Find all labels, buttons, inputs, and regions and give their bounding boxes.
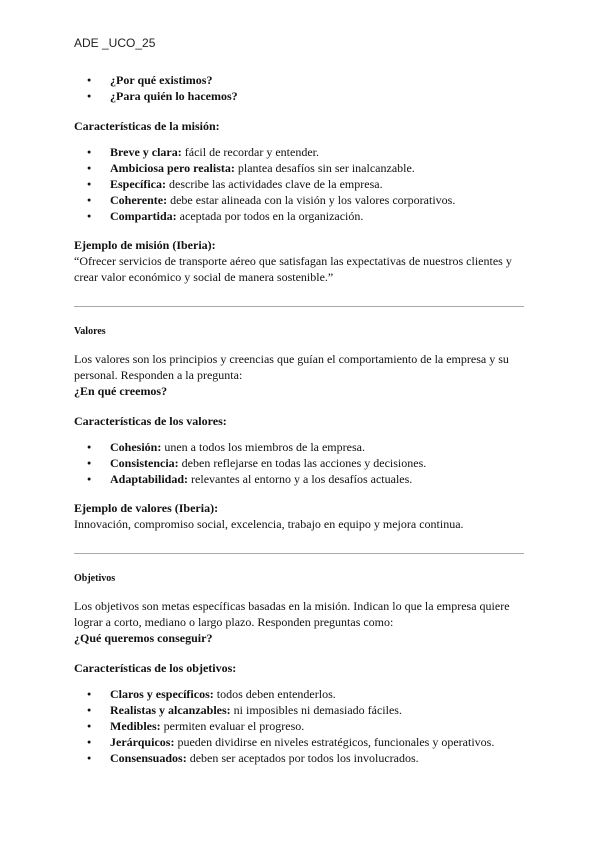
- mision-characteristics-title: Características de la misión:: [74, 119, 220, 133]
- item-desc: todos deben entenderlos.: [213, 687, 336, 701]
- item-term: Consensuados:: [110, 751, 187, 765]
- list-item: [74, 192, 524, 208]
- mision-example-line: crear valor económico y social de manera sostenible.”: [74, 270, 334, 284]
- item-term: Cohesión:: [110, 440, 162, 454]
- valores-question: ¿En qué creemos?: [74, 384, 168, 398]
- list-item: [74, 144, 524, 160]
- item-desc: fácil de recordar y entender.: [181, 145, 320, 159]
- question-list: [74, 72, 524, 104]
- objetivos-heading: Objetivos: [74, 573, 116, 584]
- objetivos-characteristics-title: Características de los objetivos:: [74, 661, 237, 675]
- valores-characteristics-title: Características de los valores:: [74, 414, 227, 428]
- item-desc: debe estar alineada con la visión y los valores corporativos.: [167, 193, 456, 207]
- list-item: [74, 734, 524, 750]
- valores-intro: [74, 351, 534, 399]
- valores-intro-line: personal. Responden a la pregunta:: [74, 368, 243, 382]
- valores-example-line: Innovación, compromiso social, excelencia, trabajo en equipo y mejora continua.: [74, 517, 464, 531]
- item-term: Medibles:: [110, 719, 161, 733]
- list-item: [74, 439, 524, 455]
- valores-heading: Valores: [74, 326, 106, 337]
- item-desc: unen a todos los miembros de la empresa.: [161, 440, 365, 454]
- list-item: [74, 471, 524, 487]
- objetivos-characteristics-list: [74, 686, 524, 766]
- list-item: [74, 702, 524, 718]
- item-term: Realistas y alcanzables:: [110, 703, 231, 717]
- list-item: [74, 160, 524, 176]
- item-term: Consistencia:: [110, 456, 179, 470]
- item-desc: pueden dividirse en niveles estratégicos, funcionales y operativos.: [174, 735, 495, 749]
- mision-example-line: “Ofrecer servicios de transporte aéreo que satisfagan las expectativas de nuestros clientes y: [74, 254, 512, 268]
- list-item: [74, 718, 524, 734]
- divider: [74, 553, 524, 554]
- item-desc: describe las actividades clave de la empresa.: [166, 177, 383, 191]
- item-desc: deben ser aceptados por todos los involucrados.: [186, 751, 419, 765]
- list-item: [74, 686, 524, 702]
- item-term: Ambiciosa pero realista:: [110, 161, 235, 175]
- objetivos-intro-line: lograr a corto, mediano o largo plazo. Responden preguntas como:: [74, 615, 394, 629]
- list-item: [74, 455, 524, 471]
- mision-example: [74, 237, 534, 285]
- list-item: [74, 176, 524, 192]
- item-desc: plantea desafíos sin ser inalcanzable.: [234, 161, 415, 175]
- objetivos-intro: [74, 598, 534, 646]
- list-item: ● ¿Para quién lo hacemos?: [74, 88, 524, 104]
- list-item: ● ¿Por qué existimos?: [74, 72, 524, 88]
- item-term: Jerárquicos:: [110, 735, 175, 749]
- item-term: Compartida:: [110, 209, 177, 223]
- mision-example-title: Ejemplo de misión (Iberia):: [74, 238, 216, 252]
- item-desc: deben reflejarse en todas las acciones y decisiones.: [178, 456, 427, 470]
- objetivos-question: ¿Qué queremos conseguir?: [74, 631, 213, 645]
- item-term: Específica:: [110, 177, 166, 191]
- valores-example-title: Ejemplo de valores (Iberia):: [74, 501, 219, 515]
- valores-example: [74, 500, 524, 532]
- item-term: Coherente:: [110, 193, 168, 207]
- objetivos-intro-line: Los objetivos son metas específicas basadas en la misión. Indican lo que la empresa quiere: [74, 599, 510, 613]
- item-desc: ni imposibles ni demasiado fáciles.: [230, 703, 402, 717]
- valores-intro-line: Los valores son los principios y creencias que guían el comportamiento de la empresa y su: [74, 352, 509, 366]
- item-term: Claros y específicos:: [110, 687, 214, 701]
- page-header: ADE _UCO_25: [74, 36, 156, 50]
- item-desc: relevantes al entorno y a los desafíos actuales.: [188, 472, 413, 486]
- item-term: Adaptabilidad:: [110, 472, 189, 486]
- list-item: [74, 208, 524, 224]
- divider: [74, 306, 524, 307]
- item-desc: permiten evaluar el progreso.: [160, 719, 305, 733]
- mision-characteristics-list: [74, 144, 524, 224]
- item-desc: aceptada por todos en la organización.: [176, 209, 364, 223]
- list-item: [74, 750, 524, 766]
- item-term: Breve y clara:: [110, 145, 182, 159]
- valores-characteristics-list: [74, 439, 524, 487]
